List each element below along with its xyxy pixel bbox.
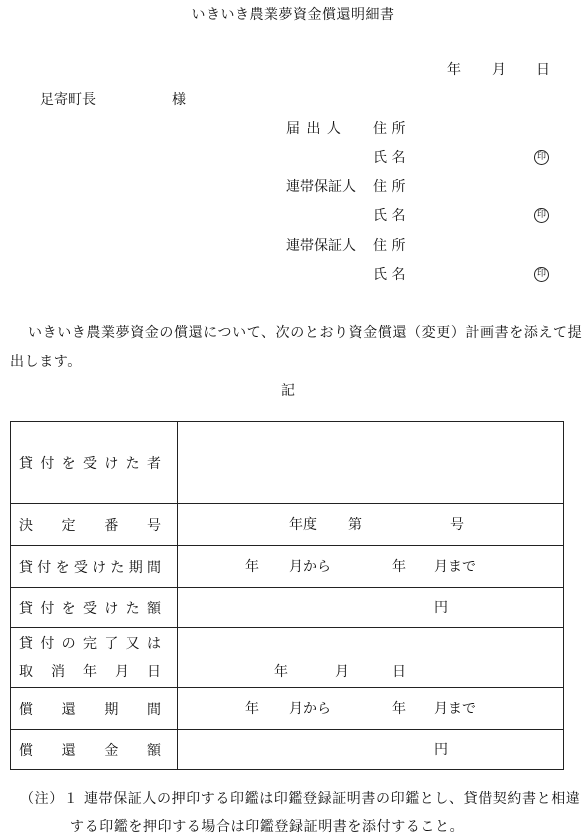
month-until-label: 月まで [434,559,476,575]
loan-amount-cell [178,588,564,628]
seal-mark: 印 [534,267,549,282]
table-row [11,688,564,730]
label-text: 貸 付 を 受 け た 者 [19,455,161,472]
label-text: 貸 付 の 完 了 又 は [19,635,161,652]
month-from-label: 月から [289,559,331,575]
date-day-label: 日 [536,62,550,78]
row-label [11,628,178,688]
table-row [11,730,564,770]
repayment-amount-cell [178,730,564,770]
name-label: 氏 名 [373,267,406,283]
address-label: 住 所 [373,179,406,195]
label-text: 取 消 年 月 日 [19,663,161,680]
year-label: 年 [274,664,288,680]
fiscal-year-label: 年度 [289,517,317,533]
address-label: 住 所 [373,121,406,137]
applicant-role: 届 出 人 [286,121,342,137]
month-label: 月 [335,664,349,680]
row-label [11,504,178,546]
table-row [11,546,564,588]
row-label [11,546,178,588]
yen-unit: 円 [434,742,448,758]
ki-heading: 記 [281,383,295,399]
body-line-1: いきいき農業夢資金の償還について、次のとおり資金償還（変更）計画書を添えて提 [28,325,583,341]
table-row [11,422,564,504]
month-from-label: 月から [289,701,331,717]
name-label: 氏 名 [373,150,406,166]
label-borrower [19,453,177,473]
guarantor-role: 連帯保証人 [286,179,356,195]
addressee-name: 足寄町長 [40,92,96,108]
row-label [11,688,178,730]
label-text: 償 還 金 額 [19,742,161,759]
day-label: 日 [392,664,406,680]
table-row [11,504,564,546]
label-text: 償 還 期 間 [19,701,161,718]
year-label: 年 [245,559,259,575]
document-title: いきいき農業夢資金償還明細書 [191,7,395,23]
loan-period-cell [178,546,564,588]
table-row [11,628,564,688]
number-suffix-label: 号 [450,517,464,533]
label-text: 貸 付 を 受 け た 期 間 [19,559,161,576]
row-label [11,730,178,770]
month-until-label: 月まで [434,701,476,717]
name-label: 氏 名 [373,208,406,224]
year-label: 年 [392,701,406,717]
note-line-1: 連帯保証人の押印する印鑑は印鑑登録証明書の印鑑とし、貸借契約書と相違 [84,791,581,807]
row-label [11,422,178,504]
dai-label: 第 [348,517,362,533]
date-year-label: 年 [447,62,461,78]
completion-date-cell [178,628,564,688]
yen-unit: 円 [434,600,448,616]
loan-details-table [10,421,564,770]
body-line-2: 出します。 [10,354,82,370]
label-text: 貸 付 を 受 け た 額 [19,600,161,617]
guarantor-role: 連帯保証人 [286,238,356,254]
row-label [11,588,178,628]
note-prefix: （注）１ [20,791,79,807]
decision-number-cell [178,504,564,546]
address-label: 住 所 [373,238,406,254]
year-label: 年 [392,559,406,575]
date-month-label: 月 [492,62,506,78]
table-row [11,588,564,628]
repayment-period-cell [178,688,564,730]
label-text: 決 定 番 号 [19,517,161,534]
year-label: 年 [245,701,259,717]
seal-mark: 印 [534,150,549,165]
note-line-2: する印鑑を押印する場合は印鑑登録証明書を添付すること。 [70,819,465,835]
borrower-value-cell [178,422,564,504]
addressee-suffix: 様 [172,92,186,108]
seal-mark: 印 [534,208,549,223]
